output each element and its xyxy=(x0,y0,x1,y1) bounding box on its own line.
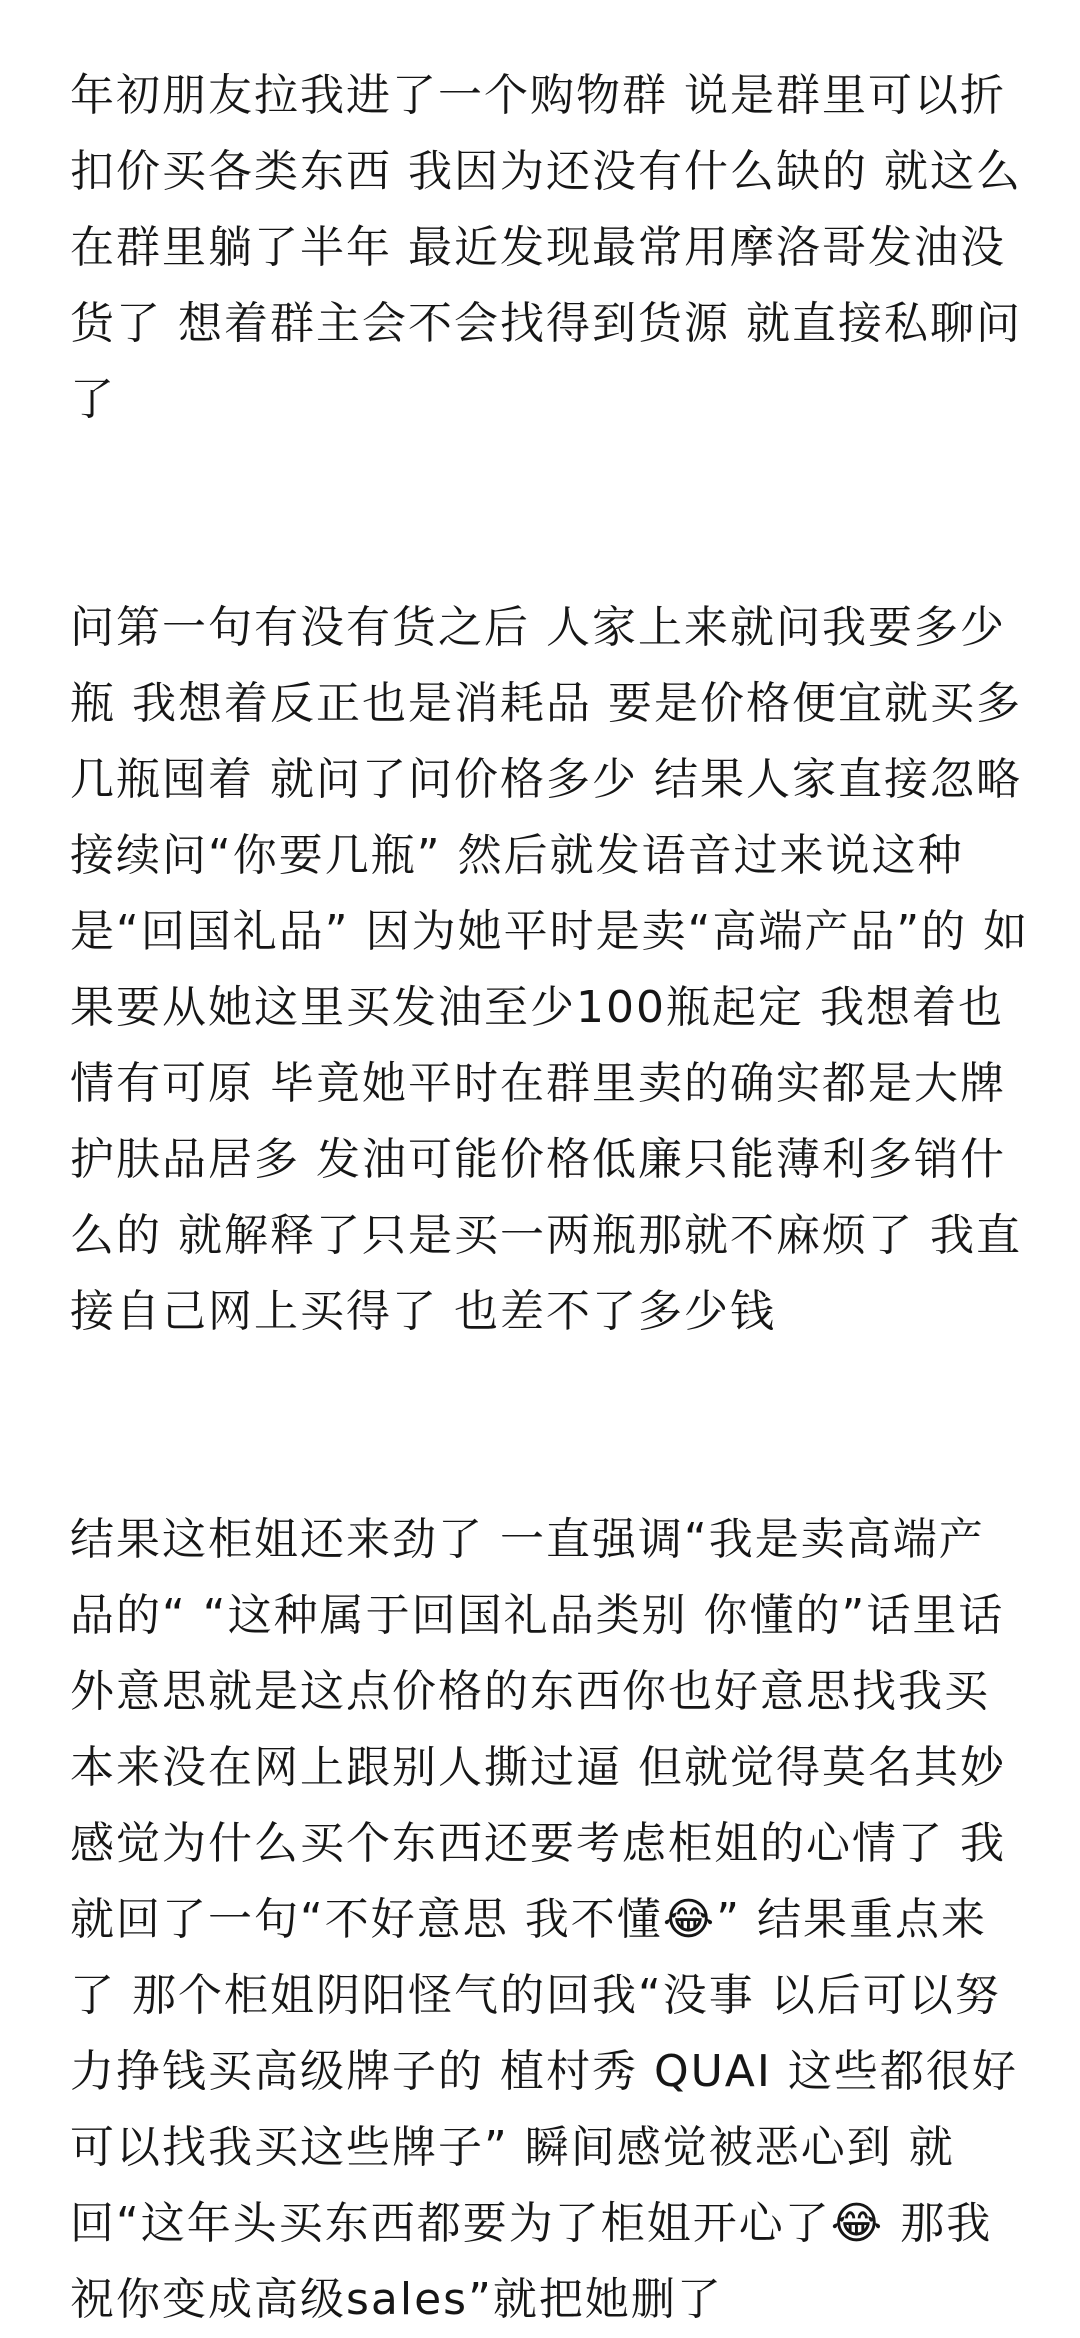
paragraph-2: 问第一句有没有货之后 人家上来就问我要多少瓶 我想着反正也是消耗品 要是价格便宜就买多几瓶囤着 就问了问价格多少 结果人家直接忽略接续问“你要几瓶” 然后就发语音过来说这种是“回国礼品” 因为她平时是卖“高端产品”的 如果要从她这里买发油至少100瓶起定 我想着也情有可原 毕竟她平时在群里卖的确实都是大牌护肤品居多 发油可能价格低廉只能薄利多销什么的 就解释了只是买一两瓶那就不麻烦了 我直接自己网上买得了 也差不了多少钱 xyxy=(70,602,1030,1337)
paragraph-1: 年初朋友拉我进了一个购物群 说是群里可以折扣价买各类东西 我因为还没有什么缺的 就这么在群里躺了半年 最近发现最常用摩洛哥发油没货了 想着群主会不会找得到货源 就直接私聊问了 xyxy=(70,70,1022,425)
paragraph-3: 结果这柜姐还来劲了 一直强调“我是卖高端产品的“ “这种属于回国礼品类别 你懂的”话里话外意思就是这点价格的东西你也好意思找我买 本来没在网上跟别人撕过逼 但就觉得莫名其妙 感觉为什么买个东西还要考虑柜姐的心情了 我就回了一句“不好意思 我不懂😂” 结果重点来了 那个柜姐阴阳怪气的回我“没事 以后可以努力挣钱买高级牌子的 植村秀 QUAI 这些都很好 可以找我买这些牌子” 瞬间感觉被恶心到 就回“这年头买东西都要为了柜姐开心了😂 那我祝你变成高级sales”就把她删了 xyxy=(70,1514,1018,2325)
